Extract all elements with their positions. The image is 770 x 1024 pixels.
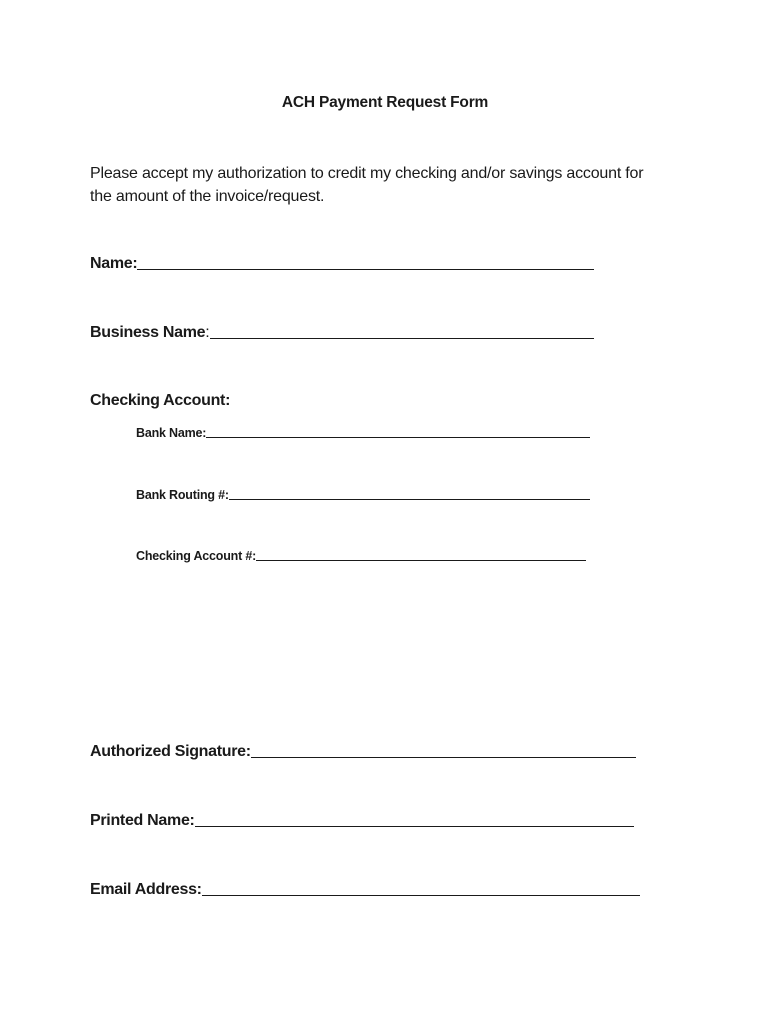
intro-line-2: the amount of the invoice/request.	[90, 188, 325, 205]
checking-account-number-label: Checking Account #:	[136, 549, 257, 563]
checking-account-number-blank-line[interactable]	[256, 559, 586, 561]
printed-name-blank-line[interactable]	[195, 825, 634, 827]
bank-name-blank-line[interactable]	[206, 436, 590, 438]
business-name-blank-line[interactable]	[210, 337, 594, 339]
form-title: ACH Payment Request Form	[281, 94, 489, 111]
authorized-signature-blank-line[interactable]	[251, 756, 636, 758]
bank-routing-blank-line[interactable]	[229, 498, 590, 500]
authorized-signature-field[interactable]	[90, 743, 636, 761]
bank-routing-label: Bank Routing #:	[136, 488, 229, 502]
email-address-blank-line[interactable]	[202, 894, 640, 896]
email-address-label: Email Address:	[90, 881, 202, 898]
printed-name-field[interactable]	[90, 812, 634, 830]
intro-line-1: Please accept my authorization to credit my checking and/or savings account for	[90, 165, 644, 182]
bank-name-label: Bank Name:	[136, 426, 207, 440]
bank-routing-field[interactable]	[136, 488, 590, 502]
authorized-signature-label: Authorized Signature:	[90, 743, 251, 760]
authorization-paragraph	[90, 162, 690, 208]
checking-account-number-field[interactable]	[136, 549, 586, 563]
business-name-field[interactable]	[90, 324, 594, 342]
printed-name-label: Printed Name:	[90, 812, 195, 829]
checking-account-heading: Checking Account:	[90, 392, 231, 409]
name-blank-line[interactable]	[137, 268, 594, 270]
email-address-field[interactable]	[90, 881, 640, 899]
business-name-label: Business Name	[90, 324, 206, 341]
name-field[interactable]	[90, 255, 594, 273]
business-name-colon: :	[205, 324, 210, 341]
name-label: Name:	[90, 255, 138, 272]
bank-name-field[interactable]	[136, 426, 590, 440]
